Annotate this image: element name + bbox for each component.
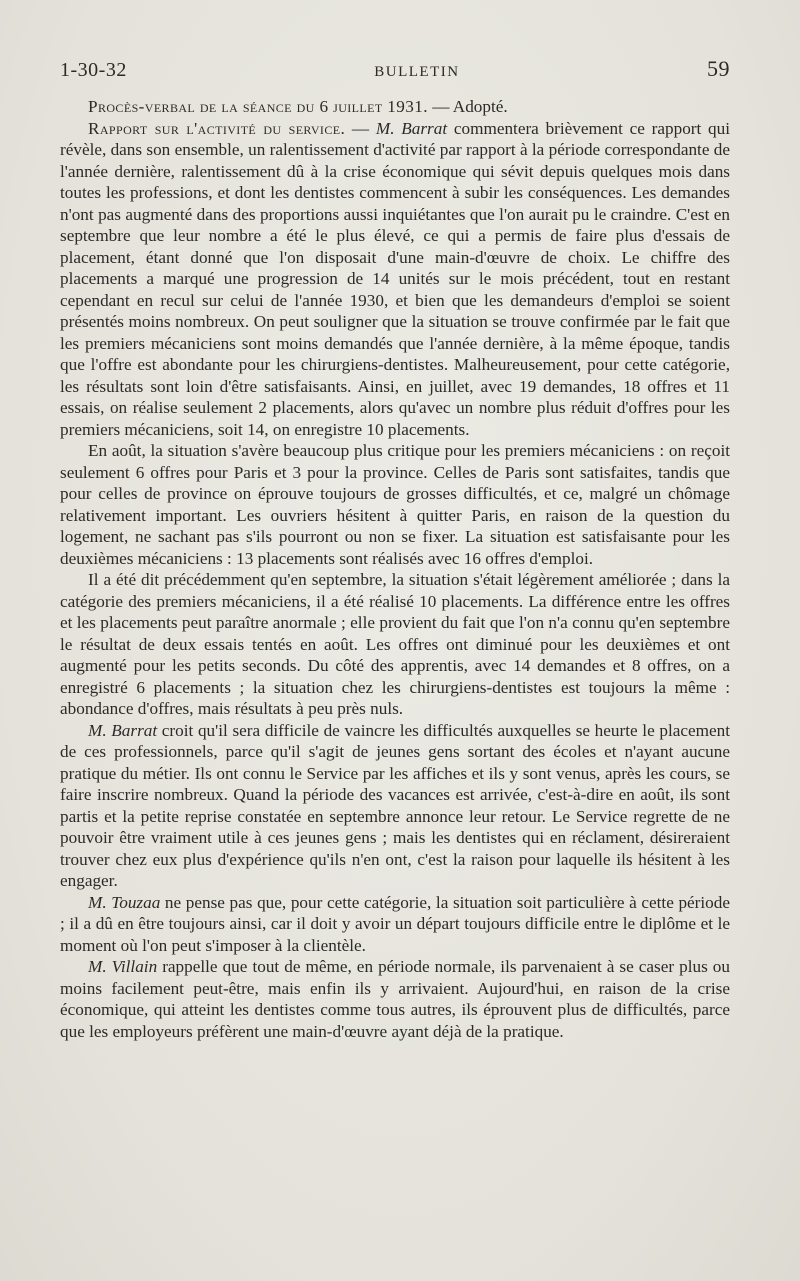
report-separator: — (345, 118, 376, 138)
paragraph-september (60, 569, 730, 720)
paragraph-text: croit qu'il sera difficile de vaincre les difficultés auxquelles se heurte le placement de ces professionnels, parce qu'il s'agit de jeunes gens sortant des écoles et n'ayant aucune pratique du métier. Ils ont connu le Service par les affiches et ils y sont venus, après les cours, se faire inscrire nombreux. Quand la période des vacances est arrivée, c'est-à-dire en août, ils sont partis et la petite reprise constatée en septembre annonce leur retour. Le Service regrette de ne pouvoir être vraiment utile à ces jeunes gens ; mais les dentistes qui en réclament, désireraient trouver chez eux plus d'expérience qu'ils n'en ont, c'est la raison pour laquelle ils hésitent à les engager. (60, 720, 730, 890)
paragraph-august (60, 440, 730, 569)
paragraph-barrat (60, 720, 730, 892)
minutes-status: — Adopté. (427, 97, 508, 116)
report-heading: Rapport sur l'activité du service. (88, 118, 346, 138)
paragraph-text: rappelle que tout de même, en période normale, ils parvenaient à se caser plus ou moins facilement peut-être, mais enfin ils y arrivaient. Aujourd'hui, en raison de la crise économique, qui atteint les dentistes comme tous autres, ils éprouvent plus de difficultés, parce que les employeurs préfèrent une main-d'œuvre ayant déjà de la pratique. (60, 957, 730, 1041)
minutes-heading: Procès-verbal de la séance du 6 juillet 1931. (88, 97, 428, 116)
header-date: 1-30-32 (60, 59, 127, 81)
speaker-name: M. Barrat (88, 720, 158, 740)
paragraph-text: Il a été dit précédemment qu'en septembre, la situation s'était légèrement améliorée ; dans la catégorie des premiers mécaniciens, il a été réalisé 10 placements. La différence entre les offres et les placements peut paraître anormale ; elle provient du fait que l'on n'a connu qu'en septembre le résultat de deux essais tentés en août. Les offres ont diminué pour les deuxièmes et ont augmenté pour les petits seconds. Du côté des apprentis, avec 14 demandes et 8 offres, on a enregistré 6 placements ; la situation chez les chirurgiens-dentistes est toujours la même : abondance d'offres, mais résultats à peu près nuls. (60, 570, 730, 718)
running-header (60, 56, 730, 96)
page-number: 59 (707, 56, 730, 81)
paragraph-report (60, 118, 730, 441)
speaker-name: M. Barrat (375, 118, 448, 138)
speaker-name: M. Touzaa (88, 892, 161, 912)
header-title: BULLETIN (374, 64, 460, 80)
body-text (60, 96, 730, 1042)
paragraph-villain (60, 956, 730, 1042)
paragraph-text: commentera brièvement ce rapport qui révèle, dans son ensemble, un ralentissement d'activité par rapport à la période correspondante de l'année dernière, ralentissement dû à la crise économique qui sévit depuis quelques mois dans toutes les professions, et dont les dentistes commencent à subir les conséquences. Les demandes n'ont pas augmenté dans des proportions aussi inquiétantes que l'on aurait pu le craindre. C'est en septembre que leur nombre a été le plus élevé, ce qui a permis de faire plus d'essais de placement, étant donné que l'on disposait d'une main-d'œuvre de choix. Le chiffre des placements a marqué une progression de 14 unités sur le mois précédent, tout en restant cependant en recul sur celui de l'année 1930, et bien que les demandeurs d'emploi se soient présentés moins nombreux. On peut souligner que la situation se trouve confirmée par le fait que les premiers mécaniciens sont moins demandés que l'année dernière, à la même époque, tandis que l'offre est abondante pour les chirurgiens-dentistes. Malheureusement, pour cette catégorie, les résultats sont loin d'être satisfaisants. Ainsi, en juillet, avec 19 demandes, 18 offres et 11 essais, on réalise seulement 2 placements, alors qu'avec un nombre plus réduit d'offres pour les premiers mécaniciens, soit 14, on enregistre 10 placements. (60, 118, 731, 439)
paragraph-minutes (60, 96, 730, 118)
speaker-name: M. Villain (88, 957, 158, 976)
paragraph-touzaa (60, 892, 730, 957)
paragraph-text: ne pense pas que, pour cette catégorie, la situation soit particulière à cette période ; il a dû en être toujours ainsi, car il doit y avoir un départ toujours difficile entre le diplôme et le moment où l'on peut s'imposer à la clientèle. (60, 892, 730, 955)
paragraph-text: En août, la situation s'avère beaucoup plus critique pour les premiers mécaniciens : on reçoit seulement 6 offres pour Paris et 3 pour la province. Celles de Paris sont satisfaites, tandis que pour celles de province on éprouve toujours de grosses difficultés, et ce, malgré un chômage relativement important. Les ouvriers hésitent à quitter Paris, en raison de la question du logement, ne sachant pas s'ils pourront ou non se fixer. La situation est satisfaisante pour les deuxièmes mécaniciens : 13 placements sont réalisés avec 16 offres d'emploi. (60, 441, 730, 568)
